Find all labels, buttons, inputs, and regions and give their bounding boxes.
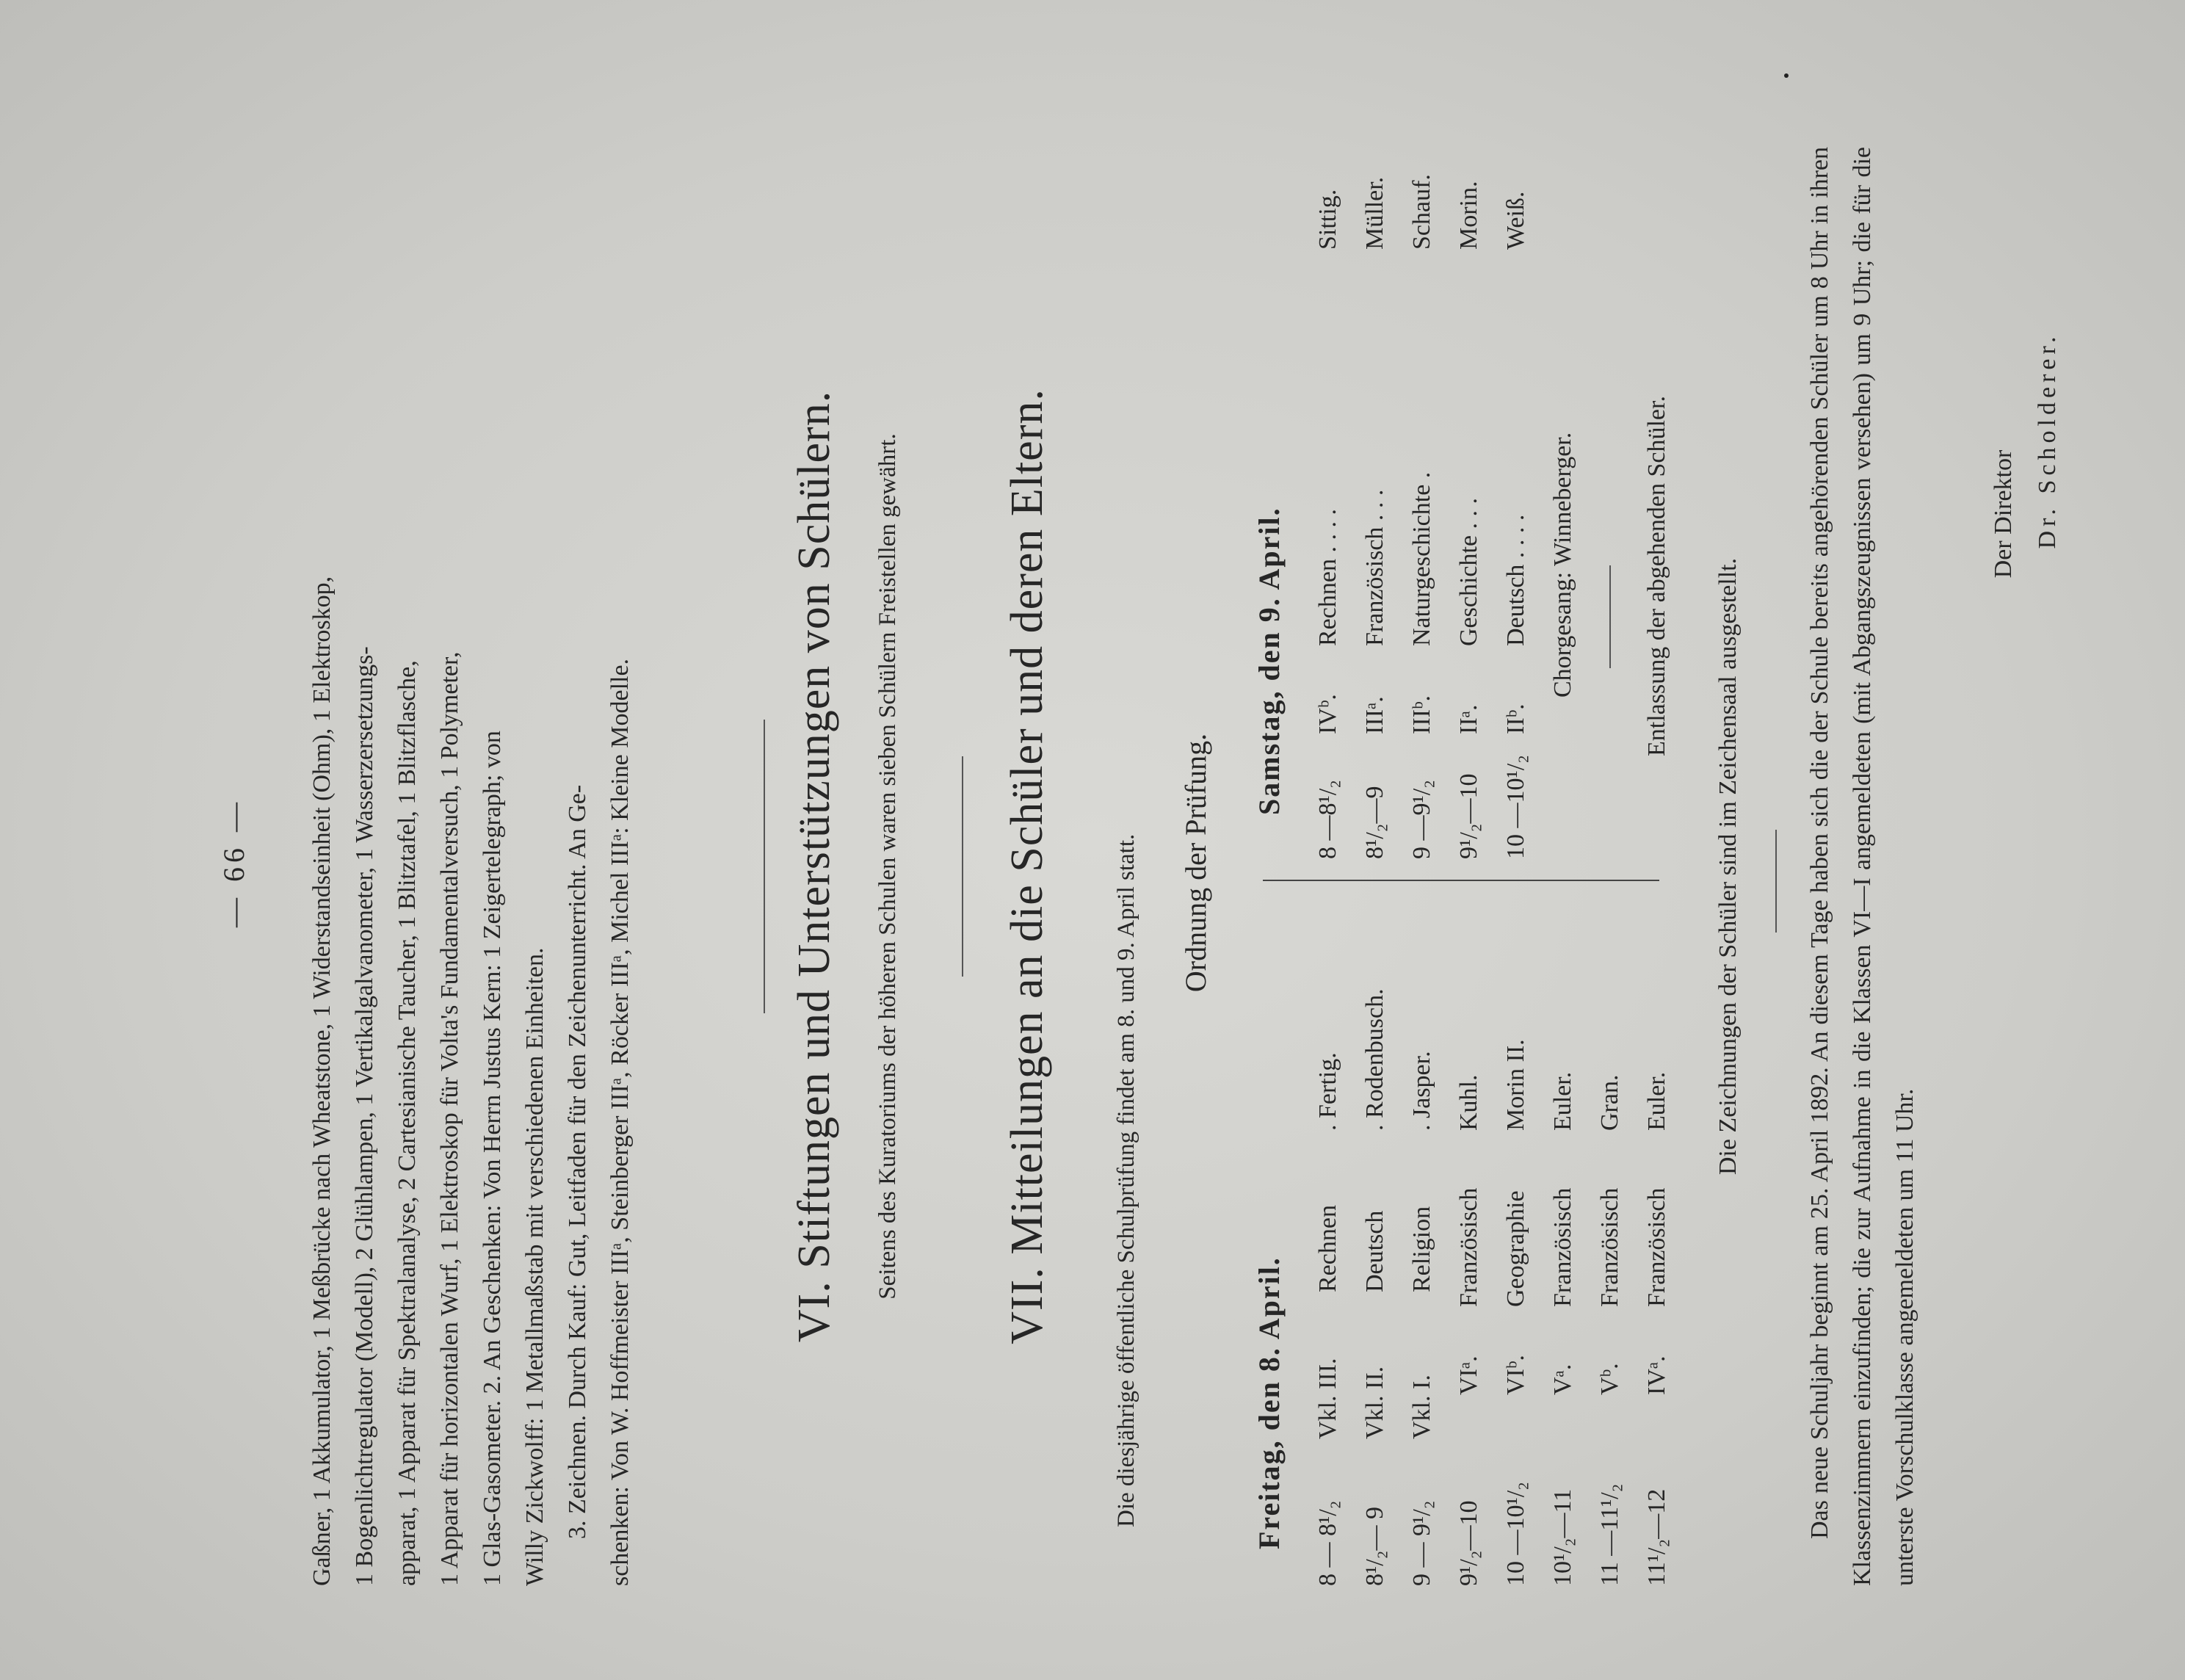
class-name: IVᵇ.	[1314, 694, 1341, 734]
class-name: VIᵃ.	[1455, 1355, 1482, 1395]
teacher: Sittig.	[1314, 189, 1341, 250]
intro-line: Willy Zickwolff: 1 Metallmaßstab mit verschiedenen Einheiten.	[521, 947, 548, 1586]
divider-rule	[1609, 565, 1611, 668]
time-slot: 8¹/₂—9	[1361, 786, 1388, 859]
page-number: — 66 —	[217, 798, 250, 927]
subject: Religion	[1408, 1206, 1435, 1292]
subject: Deutsch	[1361, 1210, 1388, 1292]
teacher: . Jasper.	[1408, 1051, 1435, 1131]
subject: Naturgeschichte .	[1408, 471, 1435, 646]
teacher: Morin II.	[1502, 1039, 1529, 1131]
teacher: . Fertig.	[1314, 1052, 1341, 1131]
section-vi-heading: VI. Stiftungen und Unterstützungen von Schülern.	[789, 390, 839, 1343]
teacher: Weiß.	[1502, 191, 1529, 250]
class-name: Vkl. III.	[1314, 1358, 1341, 1439]
time-slot: 9¹/₂—10	[1455, 773, 1482, 859]
subject: Französisch	[1549, 1187, 1576, 1307]
intro-line: 1 Glas-Gasometer. 2. An Geschenken: Von Herrn Justus Kern: 1 Zeigertelegraph; von	[479, 731, 506, 1586]
teacher: Gran.	[1596, 1074, 1623, 1131]
intro-line: 1 Bogenlichtregulator (Modell), 2 Glühlampen, 1 Vertikalgalvanometer, 1 Wasserzersetzungs-	[351, 646, 378, 1586]
scan-dust-mark	[1784, 73, 1789, 78]
school-year-paragraph: Das neue Schuljahr beginnt am 25. April 1892. An diesem Tage haben sich die der Schule bereits angehörenden Schüler um 8 Uhr in ihren Klassenzimmern einzufinden; die zur Aufnahme in die Klassen VI—I angemeldeten (mit Abgangszeugnissen versehen) um 9 Uhr; die für die unterste Vorschulklasse angemeldeten um 11 Uhr.	[1806, 147, 1918, 1586]
intro-line: schenken: Von W. Hoffmeister IIIᵃ, Steinberger IIIᵃ, Röcker IIIᵃ, Michel IIIᵃ: Kleine Modelle.	[606, 658, 634, 1586]
subject: Geschichte . . .	[1455, 497, 1482, 646]
friday-schedule	[1307, 881, 1689, 1586]
time-slot: 9 —9¹/₂	[1408, 780, 1435, 859]
subject: Geographie	[1502, 1190, 1529, 1307]
drawings-note: Die Zeichnungen der Schüler sind im Zeichensaal ausgestellt.	[1714, 557, 1742, 1176]
signature-role: Der Direktor	[1990, 449, 2017, 579]
time-slot: 10 —10¹/₂	[1502, 755, 1529, 859]
section-vii-text: Die diesjährige öffentliche Schulprüfung findet am 8. und 9. April statt.	[1113, 833, 1139, 1527]
teacher: Euler.	[1643, 1071, 1670, 1131]
class-name: Vᵇ.	[1596, 1363, 1623, 1395]
class-name: IIᵇ.	[1502, 703, 1529, 734]
time-slot: 10¹/₂—11	[1549, 1488, 1576, 1586]
class-name: VIᵇ.	[1502, 1355, 1529, 1395]
exam-order-title: Ordnung der Prüfung.	[1179, 733, 1212, 993]
subject: Deutsch . . . .	[1502, 514, 1529, 646]
teacher: Euler.	[1549, 1071, 1576, 1131]
time-slot: 10 —10¹/₂	[1502, 1482, 1529, 1586]
subject: Rechnen	[1314, 1205, 1341, 1292]
time-slot: 8 — 8¹/₂	[1314, 1500, 1341, 1586]
intro-line: apparat, 1 Apparat für Spektralanalyse, 2 Cartesianische Taucher, 1 Blitztafel, 1 Blitzflasche,	[394, 660, 421, 1586]
saturday-header: Samstag, den 9. April.	[1253, 507, 1286, 815]
divider-rule	[764, 720, 765, 1013]
teacher: Kuhl.	[1455, 1074, 1482, 1131]
time-slot: 9¹/₂—10	[1455, 1500, 1482, 1586]
section-vii-heading: VII. Mitteilungen an die Schüler und deren Eltern.	[1002, 388, 1052, 1344]
subject: Französisch . . .	[1361, 489, 1388, 646]
intro-line: 1 Apparat für horizontalen Wurf, 1 Elektroskop für Volta's Fundamentalversuch, 1 Polymeter,	[436, 651, 463, 1586]
divider-rule	[1775, 830, 1777, 933]
teacher: Schauf.	[1408, 174, 1435, 250]
subject: Französisch	[1596, 1187, 1623, 1307]
time-slot: 8¹/₂— 9	[1361, 1507, 1388, 1586]
saturday-schedule	[1307, 140, 1689, 859]
rotated-document-page	[206, 110, 2085, 1615]
teacher: Müller.	[1361, 176, 1388, 250]
time-slot: 9 — 9¹/₂	[1408, 1500, 1435, 1586]
class-name: IVᵃ.	[1643, 1355, 1670, 1395]
subject: Französisch	[1643, 1187, 1670, 1307]
chorgesang-line: Chorgesang: Winneberger.	[1549, 432, 1576, 698]
friday-header: Freitag, den 8. April.	[1253, 1256, 1286, 1549]
section-vi-text: Seitens des Kuratoriums der höheren Schulen waren sieben Schülern Freistellen gewährt.	[874, 433, 901, 1300]
divider-rule	[962, 756, 963, 977]
subject: Rechnen . . . .	[1314, 509, 1341, 646]
class-name: Vkl. I.	[1408, 1375, 1435, 1439]
class-name: Vkl. II.	[1361, 1366, 1388, 1439]
teacher: . Rodenbusch.	[1361, 988, 1388, 1131]
class-name: Vᵃ.	[1549, 1364, 1576, 1395]
entlassung-line: Entlassung der abgehenden Schüler.	[1643, 396, 1670, 756]
intro-line: Gaßner, 1 Akkumulator, 1 Meßbrücke nach Wheatstone, 1 Widerstandseinheit (Ohm), 1 Elektroskop,	[308, 576, 336, 1586]
class-name: IIIᵇ.	[1408, 695, 1435, 734]
signature-name: Dr. Scholderer.	[2034, 332, 2061, 549]
class-name: IIᵃ.	[1455, 704, 1482, 734]
teacher: Morin.	[1455, 181, 1482, 250]
time-slot: 8 —8¹/₂	[1314, 780, 1341, 859]
subject: Französisch	[1455, 1187, 1482, 1307]
time-slot: 11¹/₂—12	[1643, 1488, 1670, 1586]
acquisitions-paragraph	[301, 147, 642, 1586]
time-slot: 11 —11¹/₂	[1596, 1483, 1623, 1586]
schedule-divider-line	[1263, 880, 1659, 881]
intro-line: 3. Zeichnen. Durch Kauf: Gut, Leitfaden für den Zeichenunterricht. An Ge-	[564, 784, 591, 1539]
class-name: IIIᵃ.	[1361, 696, 1388, 734]
